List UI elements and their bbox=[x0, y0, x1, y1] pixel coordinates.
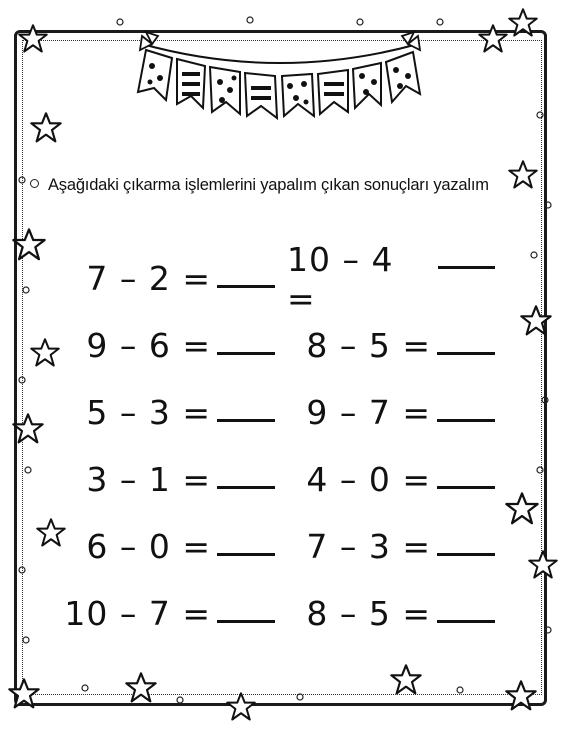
answer-blank[interactable] bbox=[437, 552, 495, 556]
problem bbox=[40, 326, 275, 365]
answer-blank[interactable] bbox=[437, 418, 495, 422]
problem bbox=[40, 393, 275, 432]
problem-row bbox=[40, 379, 510, 446]
answer-blank[interactable] bbox=[437, 619, 495, 623]
problem-row bbox=[40, 580, 510, 647]
answer-blank[interactable] bbox=[217, 284, 275, 288]
instruction-text bbox=[30, 176, 550, 195]
problem-expression: 4 – 0 = bbox=[306, 460, 431, 499]
problem bbox=[287, 393, 495, 432]
problem-row bbox=[40, 239, 510, 318]
bullet-icon bbox=[30, 179, 39, 188]
instruction-label: Aşağıdaki çıkarma işlemlerini yapalım çıkan sonuçları yazalım bbox=[48, 176, 489, 194]
answer-blank[interactable] bbox=[438, 265, 495, 269]
problem-row bbox=[40, 312, 510, 379]
problem-expression: 7 – 3 = bbox=[306, 527, 431, 566]
answer-blank[interactable] bbox=[217, 619, 275, 623]
problem-expression: 10 – 7 = bbox=[64, 594, 211, 633]
problem bbox=[287, 240, 495, 318]
problem bbox=[287, 460, 495, 499]
problem bbox=[287, 527, 495, 566]
problem-expression: 10 – 4 = bbox=[287, 239, 394, 318]
problem-expression: 9 – 6 = bbox=[86, 326, 211, 365]
answer-blank[interactable] bbox=[217, 418, 275, 422]
answer-blank[interactable] bbox=[437, 485, 495, 489]
answer-blank[interactable] bbox=[217, 351, 275, 355]
problem-expression: 8 – 5 = bbox=[306, 326, 431, 365]
answer-blank[interactable] bbox=[437, 351, 495, 355]
problem bbox=[40, 527, 275, 566]
problem-expression: 7 – 2 = bbox=[86, 259, 211, 298]
problem bbox=[287, 594, 495, 633]
problem-expression: 8 – 5 = bbox=[306, 594, 431, 633]
problem-row bbox=[40, 513, 510, 580]
answer-blank[interactable] bbox=[217, 485, 275, 489]
subtraction-problems bbox=[40, 239, 510, 647]
answer-blank[interactable] bbox=[217, 552, 275, 556]
problem bbox=[40, 594, 275, 633]
problem-expression: 9 – 7 = bbox=[306, 393, 431, 432]
problem bbox=[40, 460, 275, 499]
problem-expression: 5 – 3 = bbox=[86, 393, 211, 432]
problem-expression: 6 – 0 = bbox=[86, 527, 211, 566]
problem-expression: 3 – 1 = bbox=[86, 460, 211, 499]
problem bbox=[287, 326, 495, 365]
problem-row bbox=[40, 446, 510, 513]
bunting-banner-icon bbox=[130, 30, 430, 130]
problem bbox=[40, 259, 275, 298]
